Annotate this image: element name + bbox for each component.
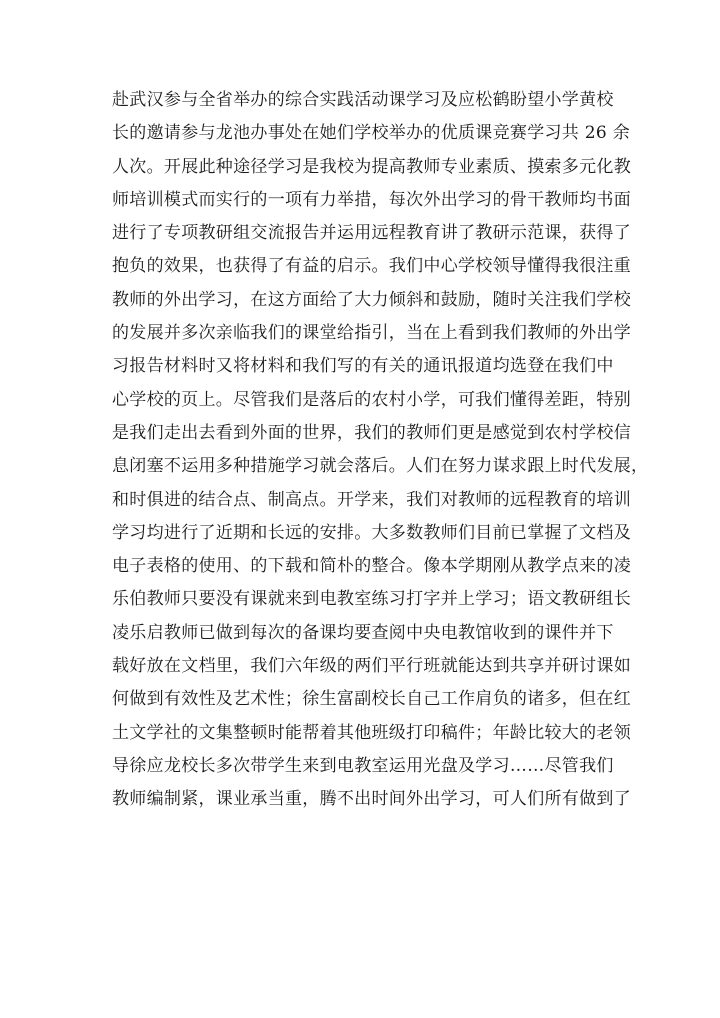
body-text xyxy=(112,84,649,817)
text-line: 乐伯教师只要没有课就来到电教室练习打字并上学习；语文教研组长 xyxy=(112,589,631,610)
text-line: 是我们走出去看到外面的世界，我们的教师们更是感觉到农村学校信 xyxy=(112,422,631,443)
text-line: 赴武汉参与全省举办的综合实践活动课学习及应松鹤盼望小学黄校 xyxy=(112,90,614,110)
text-line: 土文学社的文集整顿时能帮着其他班级打印稿件；年龄比较大的老领 xyxy=(112,722,631,743)
text-line: 教师编制紧，课业承当重，腾不出时间外出学习，可人们所有做到了 xyxy=(112,789,631,810)
text-line: 和时俱进的结合点、制高点。开学来，我们对教师的远程教育的培训 xyxy=(112,489,631,510)
text-line: 习报告材料时又将材料和我们写的有关的通讯报道均选登在我们中 xyxy=(112,356,614,377)
text-line: 导徐应龙校长多次带学生来到电教室运用光盘及学习……尽管我们 xyxy=(112,755,614,776)
text-line: 凌乐启教师已做到每次的备课均要查阅中央电教馆收到的课件并下 xyxy=(112,622,614,643)
text-line: 进行了专项教研组交流报告并运用远程教育讲了教研示范课，获得了 xyxy=(112,223,631,244)
text-line: 息闭塞不运用多种措施学习就会落后。人们在努力谋求跟上时代发展， xyxy=(112,456,649,477)
text-line: 载好放在文档里，我们六年级的两们平行班就能达到共享并研讨课如 xyxy=(112,656,631,677)
text-line: 长的邀请参与龙池办事处在她们学校举办的优质课竞赛学习共 26 余 xyxy=(112,123,631,144)
text-line: 心学校的页上。尽管我们是落后的农村小学，可我们懂得差距，特别 xyxy=(112,389,631,410)
text-line: 何做到有效性及艺术性；徐生富副校长自己工作肩负的诸多，但在红 xyxy=(112,689,631,710)
text-line: 人次。开展此种途径学习是我校为提高教师专业素质、摸索多元化教 xyxy=(112,156,631,177)
text-line: 学习均进行了近期和长远的安排。大多数教师们目前已掌握了文档及 xyxy=(112,522,631,543)
text-line: 电子表格的使用、的下载和简朴的整合。像本学期刚从教学点来的凌 xyxy=(112,556,631,577)
text-line: 抱负的效果，也获得了有益的启示。我们中心学校领导懂得我很注重 xyxy=(112,256,631,277)
text-line: 的发展并多次亲临我们的课堂给指引，当在上看到我们教师的外出学 xyxy=(112,323,631,344)
text-line: 师培训模式而实行的一项有力举措，每次外出学习的骨干教师均书面 xyxy=(112,189,631,210)
text-line: 教师的外出学习，在这方面给了大力倾斜和鼓励，随时关注我们学校 xyxy=(112,289,631,310)
